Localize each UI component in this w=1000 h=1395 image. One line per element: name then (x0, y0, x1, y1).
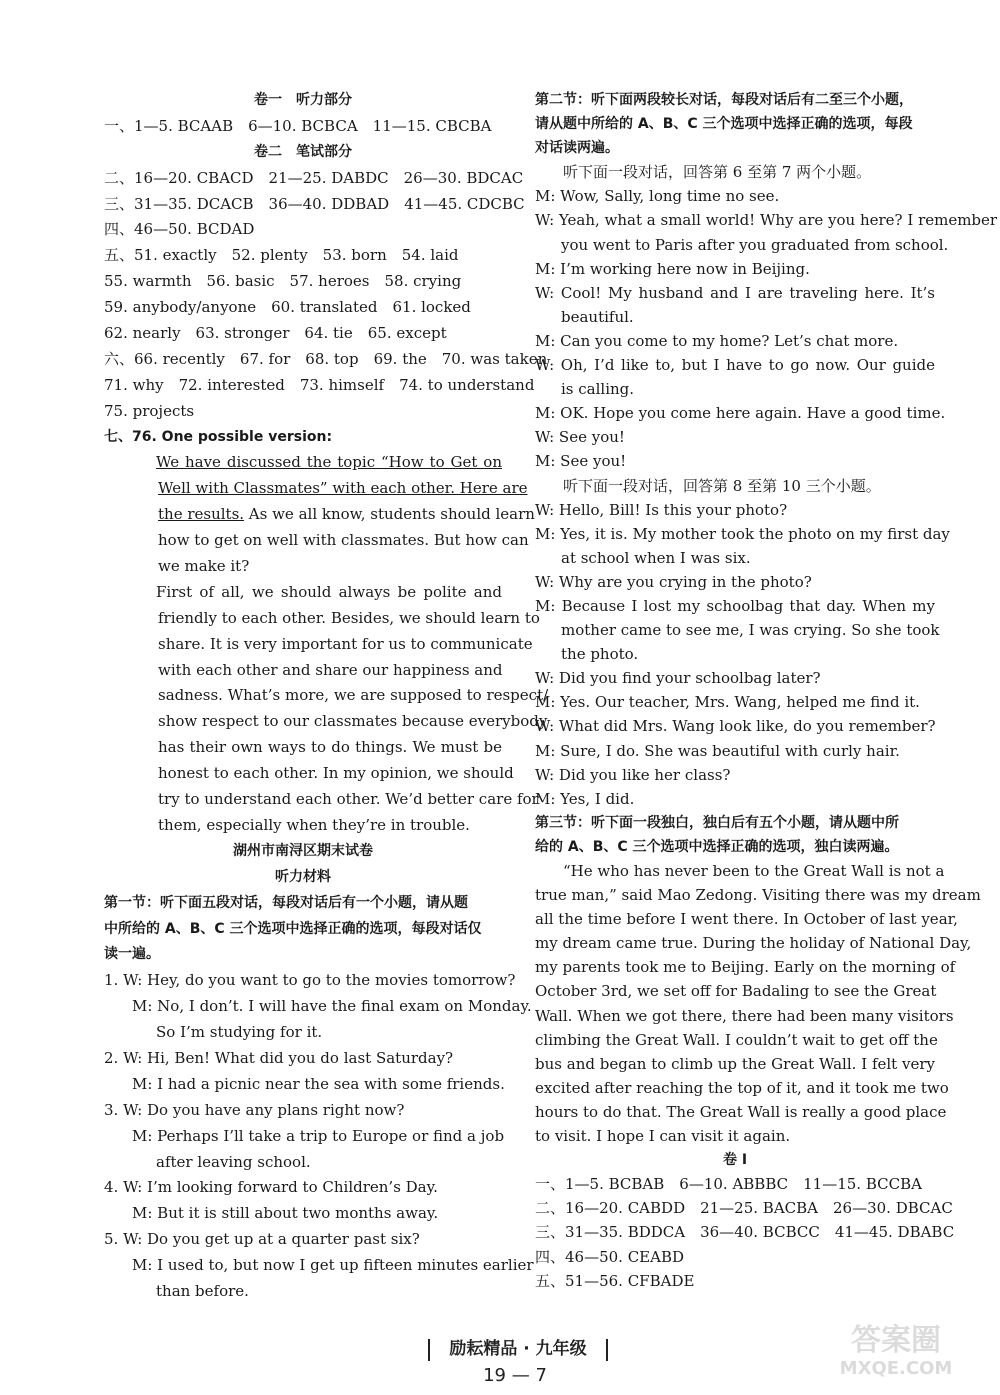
right-line: Wall. When we got there, there had been many visitors (535, 1006, 954, 1025)
right-line: my dream came true. During the holiday of National Day, (535, 934, 972, 953)
left-line: So I’m studying for it. (156, 1023, 323, 1042)
right-line: October 3rd, we set off for Badaling to see the Great (535, 982, 937, 1001)
left-line: has their own ways to do things. We must be (158, 738, 502, 757)
right-line: hours to do that. The Great Wall is really a good place (535, 1102, 947, 1121)
right-line: 卷 I (722, 1152, 748, 1169)
right-line: 第三节：听下面一段独白，独白后有五个小题，请从题中所 (535, 814, 899, 831)
left-line: friendly to each other. Besides, we should learn to (158, 608, 540, 627)
right-line: W: Yeah, what a small world! Why are you here? I remember (535, 211, 998, 230)
watermark-url: MXQE.COM (839, 1358, 953, 1379)
right-line: W: Did you find your schoolbag later? (535, 669, 821, 688)
right-line: excited after reaching the top of it, and it took me two (535, 1078, 949, 1097)
left-line: 55. warmth 56. basic 57. heroes 58. crying (104, 272, 462, 291)
right-line: W: What did Mrs. Wang look like, do you remember? (535, 717, 936, 736)
left-line: 听力材料 (275, 868, 331, 885)
left-line: honest to each other. In my opinion, we should (158, 764, 514, 783)
left-line: 3. W: Do you have any plans right now? (104, 1100, 405, 1119)
left-line: 七、76. One possible version: (104, 428, 333, 445)
right-line: true man,” said Mao Zedong. Visiting there was my dream (535, 886, 981, 905)
left-line: M: I used to, but now I get up fifteen minutes earlier (132, 1256, 534, 1275)
left-line: with each other and share our happiness and (158, 660, 503, 679)
right-line: at school when I was six. (561, 548, 751, 567)
left-line: after leaving school. (156, 1152, 311, 1171)
right-line: 五、51—56. CFBADE (535, 1271, 695, 1290)
left-line: try to understand each other. We’d better care for (158, 790, 539, 809)
left-line: We have discussed the topic “How to Get on (156, 453, 502, 472)
right-line: 二、16—20. CABDD 21—25. BACBA 26—30. DBCAC (535, 1199, 953, 1218)
right-line: 第二节：听下面两段较长对话，每段对话后有二至三个小题， (535, 92, 913, 108)
watermark-logo-icon (808, 1320, 983, 1380)
right-line: 听下面一段对话，回答第 8 至第 10 三个小题。 (563, 476, 881, 495)
left-line: M: Perhaps I’ll take a trip to Europe or find a job (132, 1126, 505, 1145)
right-line: M: Yes, it is. My mother took the photo on my first day (535, 524, 950, 543)
right-line: is calling. (561, 380, 635, 399)
left-line: share. It is very important for us to communicate (158, 634, 533, 653)
left-line: 59. anybody/anyone 60. translated 61. locked (104, 298, 471, 317)
right-line: bus and began to climb up the Great Wall. I felt very (535, 1054, 935, 1073)
right-line: mother came to see me, I was crying. So she took (561, 621, 940, 640)
right-line: 听下面一段对话，回答第 6 至第 7 两个小题。 (563, 163, 872, 182)
right-line: “He who has never been to the Great Wall is not a (563, 862, 945, 880)
right-line: M: Because I lost my schoolbag that day. When my (535, 596, 935, 615)
right-line: 一、1—5. BCBAB 6—10. ABBBC 11—15. BCCBA (535, 1175, 922, 1194)
left-column (104, 88, 549, 1305)
right-line: M: Wow, Sally, long time no see. (535, 187, 780, 206)
left-line: how to get on well with classmates. But how can (158, 531, 529, 550)
right-line: M: Yes. Our teacher, Mrs. Wang, helped me find it. (535, 693, 920, 712)
right-line: 请从题中所给的 A、B、C 三个选项中选择正确的选项，每段 (535, 116, 913, 133)
right-line: W: Oh, I’d like to, but I have to go now. Our guide (535, 356, 935, 375)
left-line: 二、16—20. CBACD 21—25. DABDC 26—30. BDCAC (104, 168, 524, 187)
left-line: 卷二 笔试部分 (254, 143, 352, 160)
left-line: 62. nearly 63. stronger 64. tie 65. except (104, 324, 447, 343)
right-column (535, 88, 998, 1293)
right-line: to visit. I hope I can visit it again. (535, 1127, 791, 1146)
left-line: 5. W: Do you get up at a quarter past six? (104, 1230, 420, 1249)
right-line: 给的 A、B、C 三个选项中选择正确的选项，独白读两遍。 (535, 838, 899, 855)
watermark-text: 答案圈 (851, 1323, 941, 1358)
right-line: W: Did you like her class? (535, 765, 731, 784)
left-line: 1. W: Hey, do you want to go to the movies tomorrow? (104, 971, 516, 990)
left-line: M: But it is still about two months away. (132, 1204, 439, 1223)
right-line: all the time before I went there. In October of last year, (535, 910, 958, 929)
right-line: M: See you! (535, 452, 627, 471)
right-line: 对话读两遍。 (535, 140, 619, 157)
right-line: beautiful. (561, 307, 634, 326)
right-line: the photo. (561, 645, 639, 664)
left-line: 中所给的 A、B、C 三个选项中选择正确的选项，每段对话仅 (104, 920, 482, 937)
right-line: 三、31—35. BDDCA 36—40. BCBCC 41—45. DBABC (535, 1223, 955, 1242)
left-line: 六、66. recently 67. for 68. top 69. the 70. was taken (104, 349, 548, 368)
right-line: 四、46—50. CEABD (535, 1247, 685, 1266)
left-line: 湖州市南浔区期末试卷 (233, 842, 373, 859)
left-line: First of all, we should always be polite and (156, 582, 502, 601)
right-line: my parents took me to Beijing. Early on the morning of (535, 958, 956, 977)
left-line: M: I had a picnic near the sea with some friends. (132, 1074, 505, 1093)
left-line: 读一遍。 (104, 946, 160, 963)
left-line: 4. W: I’m looking forward to Children’s Day. (104, 1178, 438, 1197)
left-line: show respect to our classmates because everybody (158, 712, 548, 731)
right-line: climbing the Great Wall. I couldn’t wait to get off the (535, 1030, 938, 1049)
left-line: than before. (156, 1281, 249, 1300)
right-line: M: Can you come to my home? Let’s chat more. (535, 331, 899, 350)
left-line: 2. W: Hi, Ben! What did you do last Saturday? (104, 1048, 454, 1067)
footer-title: 励耘精品 · 九年级 (428, 1335, 608, 1363)
left-line: sadness. What’s more, we are supposed to respect/ (158, 686, 549, 705)
right-line: W: Cool! My husband and I are traveling here. It’s (535, 283, 935, 302)
right-line: M: Sure, I do. She was beautiful with curly hair. (535, 741, 900, 760)
right-line: M: I’m working here now in Beijing. (535, 259, 810, 278)
left-line: 五、51. exactly 52. plenty 53. born 54. laid (104, 246, 459, 265)
right-line: W: Hello, Bill! Is this your photo? (535, 500, 788, 519)
right-line: M: OK. Hope you come here again. Have a good time. (535, 404, 946, 423)
left-line: Well with Classmates” with each other. Here are (158, 479, 528, 498)
left-line: the results. As we all know, students should learn (158, 505, 535, 524)
left-line: we make it? (158, 557, 250, 576)
page-number: 19 — 7 (483, 1365, 547, 1386)
left-line: M: No, I don’t. I will have the final exam on Monday. (132, 997, 532, 1016)
left-line: 一、1—5. BCAAB 6—10. BCBCA 11—15. CBCBA (104, 116, 492, 135)
right-line: M: Yes, I did. (535, 789, 635, 808)
left-line: 第一节：听下面五段对话，每段对话后有一个小题，请从题 (104, 894, 468, 911)
left-line: 三、31—35. DCACB 36—40. DDBAD 41—45. CDCBC (104, 194, 525, 213)
right-line: you went to Paris after you graduated from school. (561, 235, 949, 254)
left-line: 卷一 听力部分 (254, 92, 352, 108)
right-line: W: Why are you crying in the photo? (535, 572, 812, 591)
left-line: 四、46—50. BCDAD (104, 220, 255, 239)
right-line: W: See you! (535, 428, 625, 447)
left-line: 71. why 72. interested 73. himself 74. to understand (104, 375, 535, 394)
left-line: 75. projects (104, 401, 195, 420)
left-line: them, especially when they’re in trouble. (158, 815, 470, 834)
